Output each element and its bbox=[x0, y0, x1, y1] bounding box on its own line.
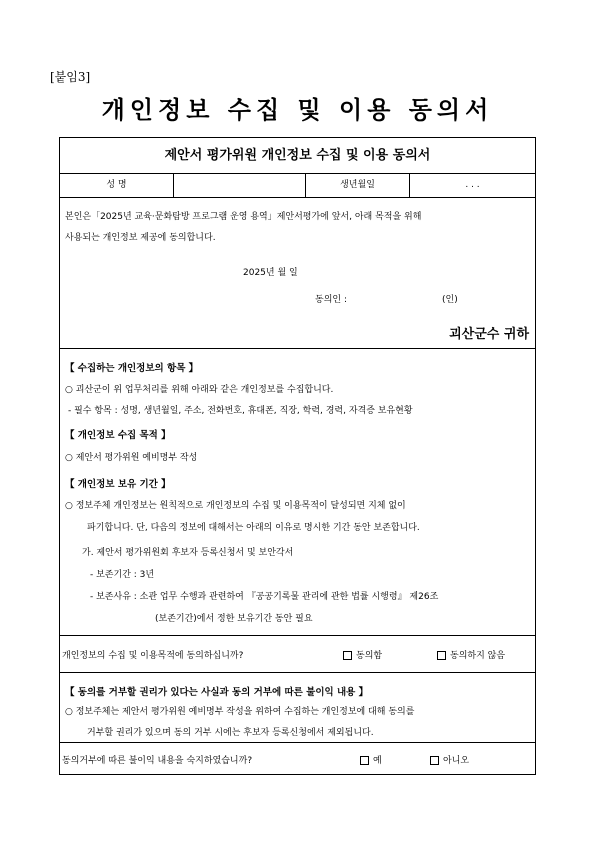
retention-section-title: 【 개인정보 보유 기간 】 bbox=[65, 479, 171, 490]
refusal-block bbox=[60, 672, 535, 743]
refusal-line-2: 거부할 권리가 있으며 동의 거부 시에는 후보자 등록신청에서 제외됩니다. bbox=[87, 728, 374, 738]
retention-line-3: 가. 제안서 평가위원회 후보자 등록신청서 및 보안각서 bbox=[82, 548, 294, 558]
form-header: 제안서 평가위원 개인정보 수집 및 이용 동의서 bbox=[60, 138, 535, 174]
seal-mark: (인) bbox=[442, 295, 458, 305]
birth-field[interactable]: . . . bbox=[465, 180, 480, 190]
agree-label: 동의함 bbox=[356, 651, 383, 661]
question-2-text: 동의거부에 따른 불이익 내용을 숙지하였습니까? bbox=[62, 756, 253, 766]
retention-line-5: - 보존사유 : 소관 업무 수행과 관련하여 『공공기록물 관리에 관한 법률 시행령』 제26조 bbox=[90, 592, 439, 602]
consent-line-2: 사용되는 개인정보 제공에 동의합니다. bbox=[65, 233, 216, 243]
question-1-row bbox=[60, 635, 535, 673]
signer-label: 동의인 : bbox=[315, 295, 347, 305]
retention-line-1: ○ 정보주체 개인정보는 원칙적으로 개인정보의 수집 및 이용목적이 달성되면 지체 없이 bbox=[65, 501, 406, 511]
no-checkbox[interactable] bbox=[430, 756, 439, 765]
purpose-section-title: 【 개인정보 수집 목적 】 bbox=[65, 430, 171, 441]
refusal-section-title: 【 동의를 거부할 권리가 있다는 사실과 동의 거부에 따른 불이익 내용 】 bbox=[65, 687, 369, 698]
refusal-line-1: ○ 정보주체는 제안서 평가위원 예비명부 작성을 위하여 수집하는 개인정보에 대해 동의를 bbox=[65, 707, 415, 717]
consent-line-1: 본인은「2025년 교육·문화탐방 프로그램 운영 용역」제안서평가에 앞서, 아래 목적을 위해 bbox=[65, 212, 422, 222]
retention-line-6: (보존기간)에서 정한 보유기간 동안 필요 bbox=[155, 614, 313, 624]
yes-option[interactable] bbox=[360, 753, 382, 766]
no-option[interactable] bbox=[430, 753, 469, 766]
attachment-label: [붙임3] bbox=[50, 70, 91, 84]
yes-label: 예 bbox=[373, 756, 382, 766]
items-line-1: ○ 괴산군이 위 업무처리를 위해 아래와 같은 개인정보를 수집합니다. bbox=[65, 385, 334, 395]
name-field[interactable] bbox=[174, 173, 306, 197]
consent-block bbox=[60, 197, 535, 349]
yes-checkbox[interactable] bbox=[360, 756, 369, 765]
info-row bbox=[60, 173, 535, 198]
question-2-row bbox=[60, 742, 535, 774]
items-line-2: - 필수 항목 : 성명, 생년월일, 주소, 전화번호, 휴대폰, 직장, 학력, 경력, 자격증 보유현황 bbox=[68, 406, 413, 416]
consent-date: 2025년 월 일 bbox=[243, 268, 298, 278]
birth-label: 생년월일 bbox=[306, 173, 410, 197]
question-1-text: 개인정보의 수집 및 이용목적에 동의하십니까? bbox=[62, 651, 244, 661]
consent-form bbox=[59, 137, 536, 775]
agree-checkbox[interactable] bbox=[343, 651, 352, 660]
name-label: 성 명 bbox=[60, 173, 174, 197]
disagree-label: 동의하지 않음 bbox=[450, 651, 506, 661]
disagree-option[interactable] bbox=[437, 648, 505, 661]
items-section-title: 【 수집하는 개인정보의 항목 】 bbox=[65, 363, 199, 374]
no-label: 아니오 bbox=[443, 756, 470, 766]
retention-line-2: 파기합니다. 단, 다음의 정보에 대해서는 아래의 이유로 명시한 기간 동안 보존합니다. bbox=[87, 523, 420, 533]
agree-option[interactable] bbox=[343, 648, 382, 661]
details-block bbox=[60, 348, 535, 636]
retention-line-4: - 보존기간 : 3년 bbox=[90, 570, 155, 580]
purpose-line-1: ○ 제안서 평가위원 예비명부 작성 bbox=[65, 453, 198, 463]
addressee: 괴산군수 귀하 bbox=[449, 327, 529, 342]
document-title: 개인정보 수집 및 이용 동의서 bbox=[101, 96, 494, 124]
disagree-checkbox[interactable] bbox=[437, 651, 446, 660]
